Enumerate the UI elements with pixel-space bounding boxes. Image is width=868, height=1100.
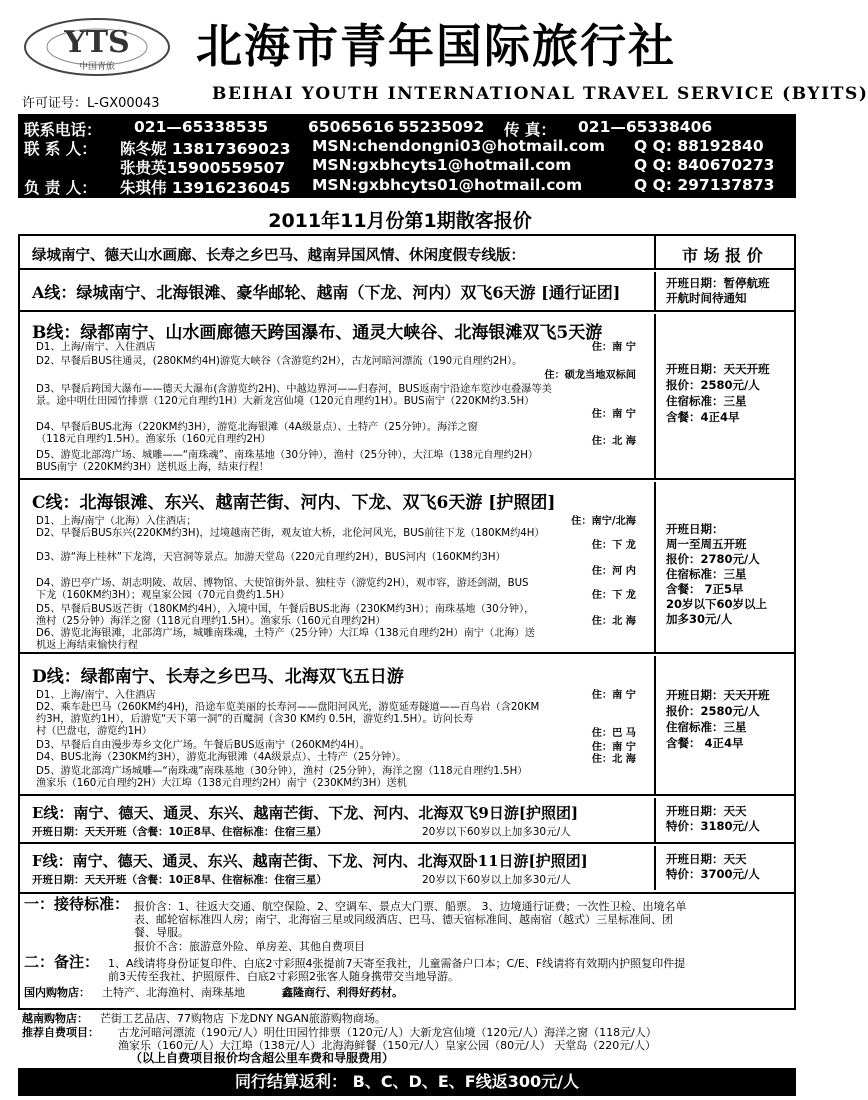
msn-3: MSN:gxbhcyts01@hotmail.com xyxy=(312,176,583,194)
route-f-price: 特价：3700元/人 xyxy=(666,867,760,881)
optional-items-note: （以上自费项目报价均含超公里车费和导服费用） xyxy=(130,1051,395,1065)
route-c-day: D1、上海/南宁（北海）入住酒店； xyxy=(36,516,197,527)
route-c-title: C线：北海银滩、东兴、越南芒街、河内、下龙、双飞6天游 [护照团] xyxy=(32,493,556,513)
price-list-title: 2011年11月份第1期散客报价 xyxy=(268,210,532,232)
route-f-schedule: 开班日期：天天开班（含餐：10正8早、住宿标准：住宿三星） xyxy=(32,874,327,886)
route-c-price: 开班日期： xyxy=(666,522,724,536)
company-english-name: BEIHAI YOUTH INTERNATIONAL TRAVEL SERVICE (BYITS) xyxy=(212,84,868,104)
route-b-stay: 住：硕龙当地双标间 xyxy=(544,370,636,381)
route-d-stay: 住：巴 马 xyxy=(591,728,636,739)
route-c-price: 20岁以下60岁以上 xyxy=(666,597,768,611)
svg-text:YTS: YTS xyxy=(64,25,130,60)
route-f-title: F线：南宁、德天、通灵、东兴、越南芒街、下龙、河内、北海双卧11日游[护照团] xyxy=(32,852,588,870)
msn-1: MSN:chendongni03@hotmail.com xyxy=(312,137,606,155)
route-b-price: 含餐：4正4早 xyxy=(666,410,740,424)
optional-items-text: 渔家乐（160元/人）大江埠（138元/人）北海海鲜餐（150元/人）皇家公园（80元/人） 天堂岛（220元/人） xyxy=(118,1039,657,1052)
route-b-day: BUS南宁（220KM约3H）送机返上海，结束行程！ xyxy=(36,462,269,473)
route-d-stay: 住：南 宁 xyxy=(591,690,636,701)
route-c-price: 报价：2780元/人 xyxy=(666,552,760,566)
route-c-stay: 住：下 龙 xyxy=(591,540,636,551)
route-e-price: 特价：3180元/人 xyxy=(666,819,760,833)
route-b-day: D3、早餐后跨国大瀑布——德天大瀑布(含游览约2H)、中越边界河——归春河，BUS返南宁沿途车览沙屯叠瀑等美 xyxy=(36,384,552,395)
route-c-price: 含餐： 7正5早 xyxy=(666,582,744,596)
standard-text: 表、邮轮宿标准四人房；南宁、北海宿三星或同级酒店、巴马、德天宿标准间、越南宿（越式）三星标准间、团 xyxy=(134,913,673,926)
route-c-day: D5、早餐后BUS返芒街（180KM约4H），入境中国，午餐后BUS北海（230KM约3H）；南珠基地（30分钟）， xyxy=(36,604,535,615)
route-d-day: D4、BUS北海（230KM约3H），游览北海银滩（4A级景点）、土特产（25分钟）。 xyxy=(36,752,407,763)
route-e-schedule: 开班日期：天天开班（含餐：10正8早、住宿标准：住宿三星） xyxy=(32,826,327,838)
route-b-price: 报价：2580元/人 xyxy=(666,378,760,392)
route-a-row xyxy=(20,272,794,312)
route-e-row xyxy=(20,798,794,844)
route-d-day: D3、早餐后自由漫步寿乡文化广场。午餐后BUS返南宁（260KM约4H）。 xyxy=(36,740,370,751)
contact-person-label: 联 系 人： xyxy=(24,140,97,158)
route-d-day: 渔家乐（160元自理约2H）大江埠（138元自理约2H）南宁（230KM约3H）送机 xyxy=(36,778,407,789)
route-b-day: D1、上海/南宁、入住酒店 xyxy=(36,342,156,353)
route-b-price: 开班日期：天天开班 xyxy=(666,362,770,376)
route-d-price: 报价：2580元/人 xyxy=(666,704,760,718)
standard-excluded: 报价不含：旅游意外险、单房差、其他自费项目 xyxy=(134,940,365,953)
rebate-footer: 同行结算返利： B、C、D、E、F线返300元/人 xyxy=(18,1068,796,1096)
route-c-price: 住宿标准：三星 xyxy=(666,567,747,581)
route-e-surcharge: 20岁以下60岁以上加多30元/人 xyxy=(422,826,571,838)
route-d-day: D1、上海/南宁、入住酒店 xyxy=(36,690,156,701)
domestic-shop-label: 国内购物店： xyxy=(24,986,90,999)
route-f-price: 开班日期：天天 xyxy=(666,852,747,866)
remark-text: 1、A线请将身份证复印件、白底2寸彩照4张提前7天寄至我社，儿童需备户口本；C/E、F线请将有效期内护照复印件提 xyxy=(108,957,686,970)
route-d-day: 村（巴盘屯，游览约1H） xyxy=(36,726,153,737)
contact-person-1: 陈冬妮 13817369023 xyxy=(120,140,291,158)
route-c-row xyxy=(20,482,794,654)
route-c-day: 机返上海结束愉快行程 xyxy=(36,640,138,651)
route-d-price: 含餐： 4正4早 xyxy=(666,736,744,750)
vietnam-shop-text: 芒街工艺品店、77购物店 下龙DNY NGAN旅游购物商场。 xyxy=(100,1012,386,1025)
route-d-day: 约3H，游览约1H），后游览“天下第一洞”的百魔洞（含30 KM约 0.5H，游览约1.5H）。访问长寿 xyxy=(36,714,474,725)
route-b-day: 景。途中明仕田园竹排票（120元自理约1H）大新龙宫仙境（120元自理约1H）。BUS南宁（220KM约3.5H） xyxy=(36,396,535,407)
table-header-row xyxy=(20,236,794,270)
route-c-day: 渔村（25分钟）海洋之窗（118元自理约1.5H）。渔家乐（160元自理约2H） xyxy=(36,616,386,627)
notes-section xyxy=(20,892,794,1008)
qq-2: Q Q: 840670273 xyxy=(634,156,775,174)
route-b-day: D5、游览北部湾广场、城雕——“南珠魂”、南珠基地（30分钟），渔村（25分钟），大江埠（138元自理约2H） xyxy=(36,450,539,461)
route-b-title: B线：绿都南宁、山水画廊德天跨国瀑布、通灵大峡谷、北海银滩双飞5天游 xyxy=(32,323,603,343)
price-table xyxy=(18,234,796,1010)
phone-3: 55235092 xyxy=(398,118,485,136)
route-b-day: （118元自理约1.5H）。渔家乐（160元自理约2H） xyxy=(36,434,271,445)
optional-items-text: 古龙河暗河漂流（190元/人）明仕田园竹排票（120元/人）大新龙宫仙境（120元/人）海洋之窗（118元/人） xyxy=(118,1026,657,1039)
route-a-price-1: 开班日期：暂停航班 xyxy=(666,276,770,290)
route-b-price: 住宿标准：三星 xyxy=(666,394,747,408)
route-b-stay: 住：南 宁 xyxy=(591,409,636,420)
route-b-stay: 住：南 宁 xyxy=(591,342,636,353)
table-header-left: 绿城南宁、德天山水画廊、长寿之乡巴马、越南异国风情、休闲度假专线版： xyxy=(32,248,525,264)
route-b-day: D2、早餐后BUS往通灵，(280KM约4H)游览大峡谷（含游览约2H），古龙河暗河漂流（190元自理约2H）。 xyxy=(36,356,523,367)
route-c-day: 下龙（160KM约3H）；观皇家公园（70元自费约1.5H） xyxy=(36,590,290,601)
route-d-stay: 住：北 海 xyxy=(591,754,636,765)
route-b-stay: 住：北 海 xyxy=(591,436,636,447)
optional-items-label: 推荐自费项目： xyxy=(22,1026,99,1039)
phone-1: 021—65338535 xyxy=(134,118,269,136)
company-title: 北海市青年国际旅行社 xyxy=(196,19,676,73)
route-e-price: 开班日期：天天 xyxy=(666,804,747,818)
phone-2: 65065616 xyxy=(308,118,395,136)
fax-label: 传 真： xyxy=(504,121,556,139)
standard-text: 餐、导服。 xyxy=(134,926,189,939)
route-c-day: D2、早餐后BUS东兴(220KM约3H)，过境越南芒街，观友谊大桥，北伦河风光，BUS前往下龙（180KM约4H） xyxy=(36,528,545,539)
route-d-day: D2、乘车赴巴马（260KM约4H)，沿途车览美丽的长寿河——盘阳河风光，游览延寿隧道——百鸟岩（含20KM xyxy=(36,702,540,713)
route-f-surcharge: 20岁以下60岁以上加多30元/人 xyxy=(422,874,571,886)
route-b-day: D4、早餐后BUS北海（220KM约3H），游览北海银滩（4A级景点）、土特产（25分钟）。海洋之窗 xyxy=(36,422,478,433)
contact-person-2: 张贵英15900559507 xyxy=(120,159,286,177)
route-a-price-2: 开航时间待通知 xyxy=(666,291,747,305)
route-c-stay: 住：北 海 xyxy=(591,616,636,627)
route-c-day: D3、游“海上桂林”下龙湾，天宫洞等景点。加游天堂岛（220元自理约2H），BUS河内（160KM约3H） xyxy=(36,552,506,563)
route-d-price: 开班日期：天天开班 xyxy=(666,688,770,702)
route-d-day: D5、游览北部湾广场城雕—“南珠魂”南珠基地（30分钟），渔村（25分钟），海洋之窗（118元自理约1.5H） xyxy=(36,766,528,777)
standard-label: 一：接待标准： xyxy=(24,895,130,913)
qq-1: Q Q: 88192840 xyxy=(634,137,764,155)
svg-text:中国青旅: 中国青旅 xyxy=(78,62,116,72)
route-c-stay: 住：河 内 xyxy=(591,566,636,577)
route-c-day: D6、游览北海银滩，北部湾广场，城雕南珠魂，土特产（25分钟）大江埠（138元自理约2H）南宁（北海）送 xyxy=(36,628,535,639)
route-d-price: 住宿标准：三星 xyxy=(666,720,747,734)
route-c-price: 加多30元/人 xyxy=(666,612,733,626)
qq-3: Q Q: 297137873 xyxy=(634,176,775,194)
domestic-shop-names: 鑫隆商行、利得好药材。 xyxy=(282,986,403,999)
route-d-title: D线：绿都南宁、长寿之乡巴马、北海双飞五日游 xyxy=(32,667,404,687)
route-c-stay: 住：下 龙 xyxy=(591,590,636,601)
phone-label: 联系电话： xyxy=(24,121,102,139)
remark-text: 前3天传至我社、护照原件、白底2寸彩照2张客人随身携带交当地导游。 xyxy=(108,970,459,983)
page-header xyxy=(0,0,868,114)
route-c-stay: 住：南宁/北海 xyxy=(571,516,636,527)
route-d-row xyxy=(20,656,794,796)
msn-2: MSN:gxbhcyts1@hotmail.com xyxy=(312,156,572,174)
route-c-day: D4、游巴亭广场、胡志明陵、故居、博物馆、大使馆街外景、独柱寺（游览约2H），观市容，游还剑湖，BUS xyxy=(36,578,529,589)
route-b-row xyxy=(20,314,794,480)
manager-label: 负 责 人： xyxy=(24,179,97,197)
table-header-right: 市 场 报 价 xyxy=(682,246,763,265)
route-c-price: 周一至周五开班 xyxy=(666,537,747,551)
route-e-title: E线：南宁、德天、通灵、东兴、越南芒街、下龙、河内、北海双飞9日游[护照团] xyxy=(32,804,579,822)
route-a-title: A线：绿城南宁、北海银滩、豪华邮轮、越南（下龙、河内）双飞6天游 [通行证团] xyxy=(32,283,621,302)
contact-bar xyxy=(18,114,796,198)
standard-text: 报价含：1、往返大交通、航空保险、2、空调车、景点大门票、船票。 3、边境通行证费；一次性卫检、出境名单 xyxy=(134,900,687,913)
vietnam-shop-label: 越南购物店： xyxy=(22,1012,88,1025)
company-logo xyxy=(22,16,172,78)
route-d-stay: 住：南 宁 xyxy=(591,742,636,753)
domestic-shop-text: 土特产、北海渔村、南珠基地 xyxy=(102,986,245,999)
manager-person: 朱琪伟 13916236045 xyxy=(120,179,291,197)
route-f-row xyxy=(20,846,794,890)
remark-label: 二：备注： xyxy=(24,953,100,971)
license-number: 许可证号：L-GX00043 xyxy=(22,96,160,111)
fax-number: 021—65338406 xyxy=(578,118,713,136)
